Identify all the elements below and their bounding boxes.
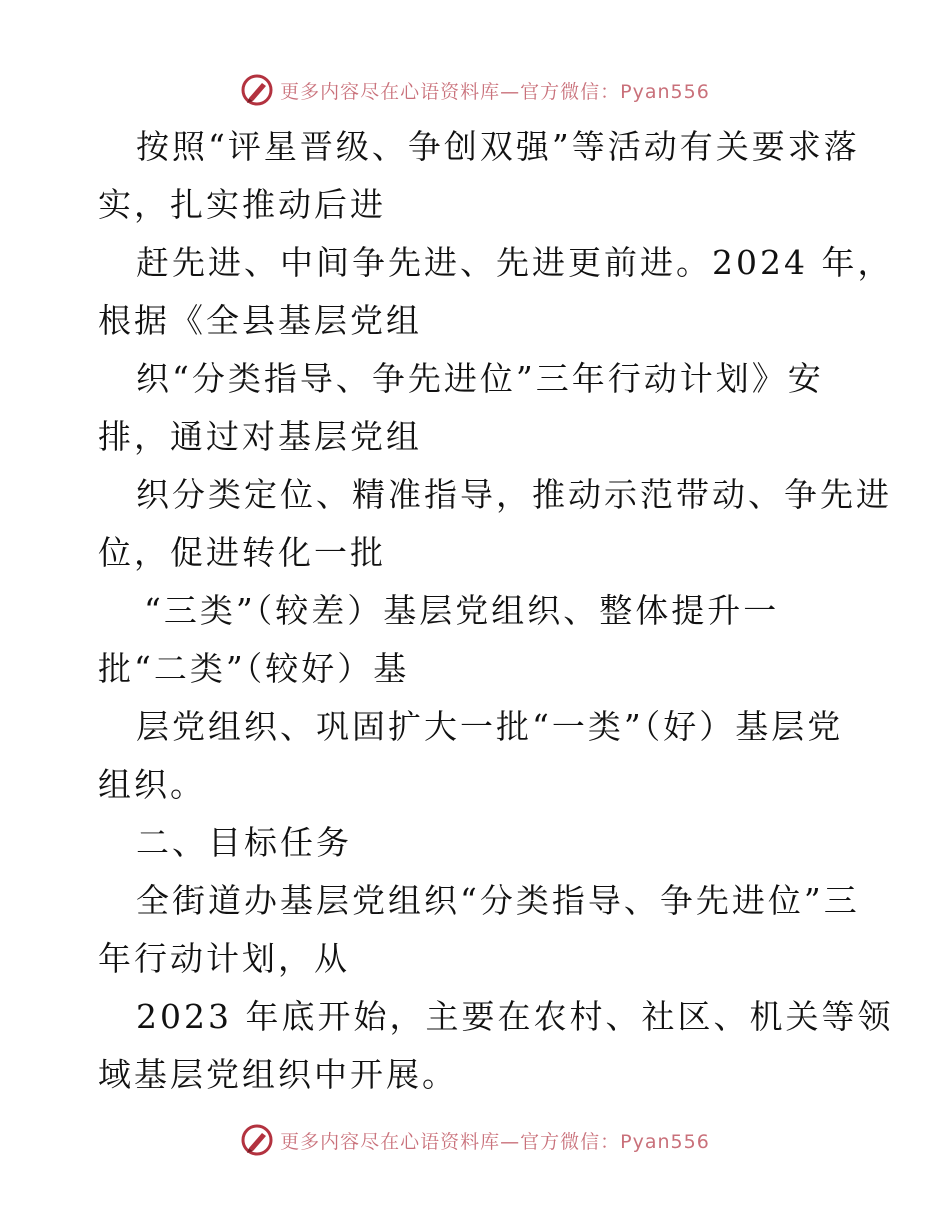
watermark-text: 更多内容尽在心语资料库—官方微信：Pyan556 xyxy=(280,1130,710,1153)
pen-logo-icon xyxy=(240,1123,274,1157)
paragraph-line: “三类”（较差）基层党组织、整体提升一 xyxy=(144,591,780,630)
paragraph-line: 年行动计划，从 xyxy=(98,939,350,978)
paragraph-line: 域基层党组织中开展。 xyxy=(98,1055,458,1094)
paragraph-line: 批“二类”（较好）基 xyxy=(98,649,410,688)
section-heading: 二、目标任务 xyxy=(136,823,352,862)
paragraph-line: 织“分类指导、争先进位”三年行动计划》安 xyxy=(136,359,824,398)
paragraph-line: 全街道办基层党组织“分类指导、争先进位”三 xyxy=(136,881,860,920)
paragraph-line: 位，促进转化一批 xyxy=(98,533,386,572)
paragraph-line: 根据《全县基层党组 xyxy=(98,301,422,340)
paragraph-line: 2023 年底开始，主要在农村、社区、机关等领 xyxy=(136,997,894,1036)
footer-watermark xyxy=(0,1120,950,1160)
paragraph-line: 实，扎实推动后进 xyxy=(98,185,386,224)
header-watermark xyxy=(0,70,950,110)
paragraph-line: 组织。 xyxy=(98,765,206,804)
paragraph-line: 织分类定位、精准指导，推动示范带动、争先进 xyxy=(136,475,892,514)
paragraph-line: 按照“评星晋级、争创双强”等活动有关要求落 xyxy=(136,127,860,166)
document-body xyxy=(98,118,894,1104)
watermark-text: 更多内容尽在心语资料库—官方微信：Pyan556 xyxy=(280,80,710,103)
paragraph-line: 层党组织、巩固扩大一批“一类”（好）基层党 xyxy=(136,707,844,746)
paragraph-line: 赶先进、中间争先进、先进更前进。2024 年， xyxy=(136,243,894,282)
paragraph-line: 排，通过对基层党组 xyxy=(98,417,422,456)
pen-logo-icon xyxy=(240,73,274,107)
